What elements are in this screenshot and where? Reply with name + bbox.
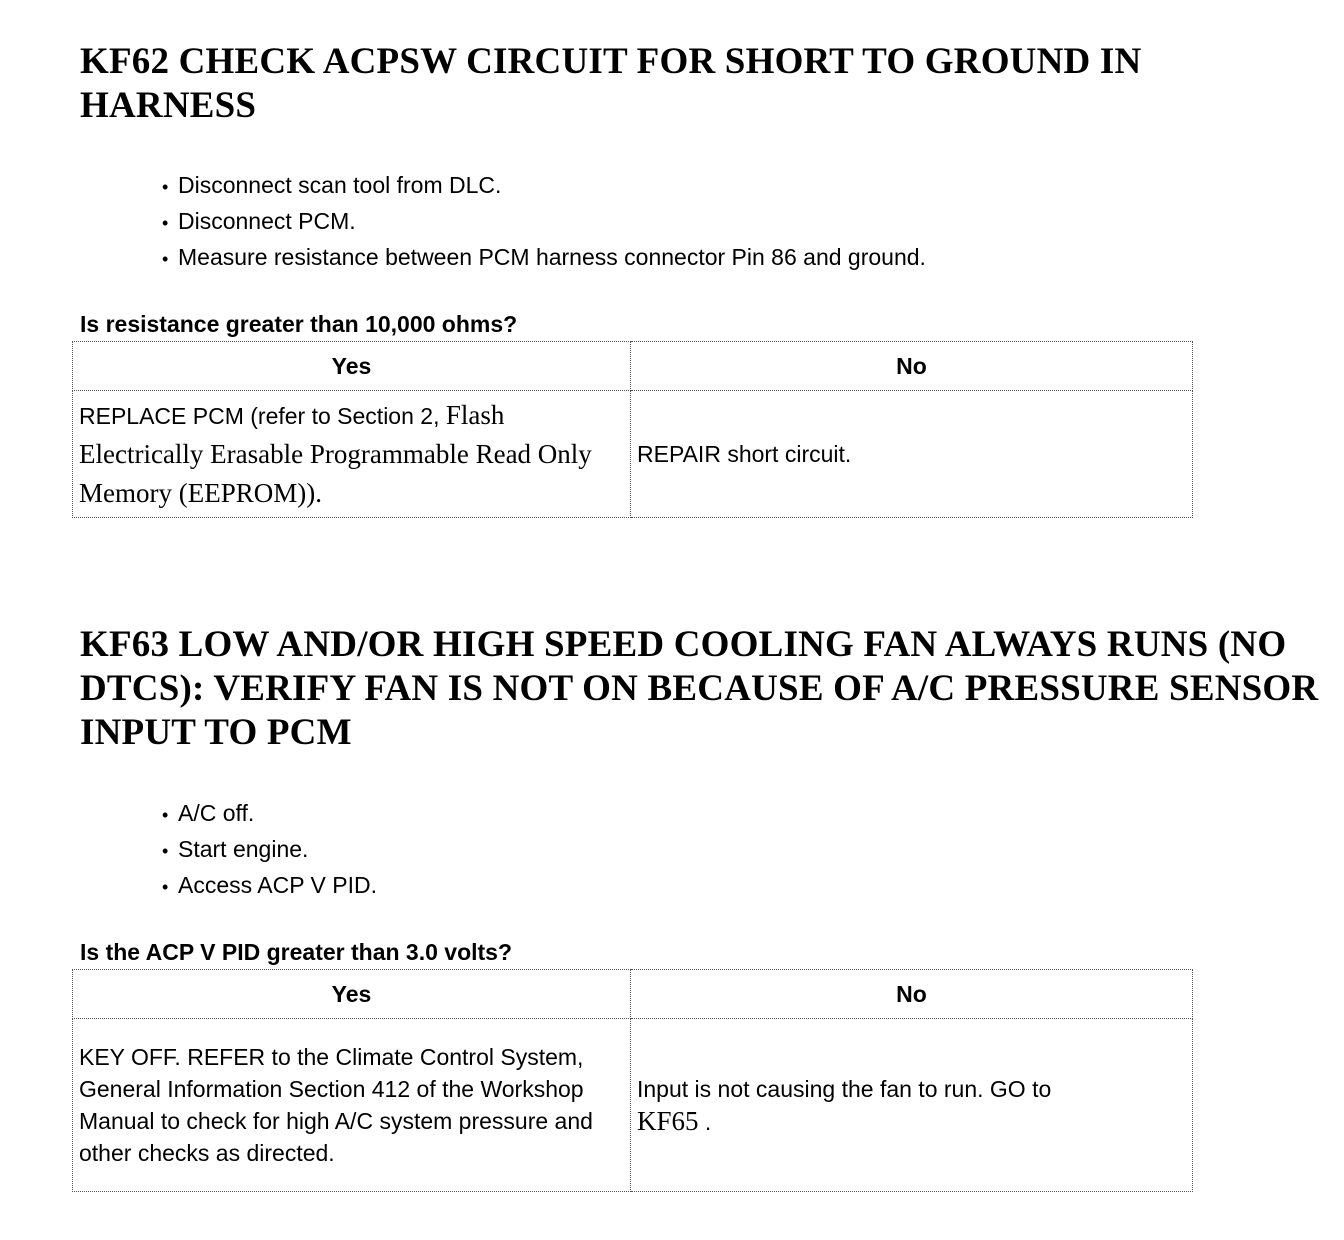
yes-header: Yes [73,970,631,1019]
yes-action-text: REPLACE PCM (refer to Section 2, [79,402,440,429]
result-table [72,969,1193,1192]
step-heading: KF62 CHECK ACPSW CIRCUIT FOR SHORT TO GROUND IN HARNESS [80,41,1142,126]
no-action-text: Input is not causing the fan to run. GO to [637,1075,1052,1102]
table-row [73,391,1193,518]
instruction-item: • Start engine. [162,832,377,868]
yes-action-cell [73,391,631,518]
instruction-item: • Access ACP V PID. [162,868,377,904]
instruction-item: • Disconnect PCM. [162,204,926,240]
table-header-row [73,970,1193,1019]
table-header-row [73,342,1193,391]
result-table [72,341,1193,518]
no-action-tail: . [698,1108,712,1135]
no-header: No [631,970,1193,1019]
test-question: Is the ACP V PID greater than 3.0 volts? [80,939,513,965]
step-heading: KF63 LOW AND/OR HIGH SPEED COOLING FAN ALWAYS RUNS (NO DTCS): VERIFY FAN IS NOT ON BECAUSE OF A/C PRESSURE SENSOR INPUT TO PCM [80,624,1319,753]
yes-action-tail: ). [306,477,322,508]
step-instructions [162,168,926,276]
yes-action-cell: KEY OFF. REFER to the Climate Control System, General Information Section 412 of the Workshop Manual to check for high A/C system pressure and other checks as directed. [73,1019,631,1192]
no-header: No [631,342,1193,391]
instruction-item: • Disconnect scan tool from DLC. [162,168,926,204]
instruction-item: • Measure resistance between PCM harness connector Pin 86 and ground. [162,240,926,276]
kf65-link[interactable]: KF65 [637,1105,699,1136]
no-action-cell [631,1019,1193,1192]
no-action-cell: REPAIR short circuit. [631,391,1193,518]
yes-header: Yes [73,342,631,391]
step-instructions [162,796,377,904]
table-row [73,1019,1193,1192]
instruction-item: • A/C off. [162,796,377,832]
test-question: Is resistance greater than 10,000 ohms? [80,311,518,337]
eeprom-section-link[interactable]: Flash Electrically Erasable Programmable Read Only Memory (EEPROM) [79,399,592,508]
